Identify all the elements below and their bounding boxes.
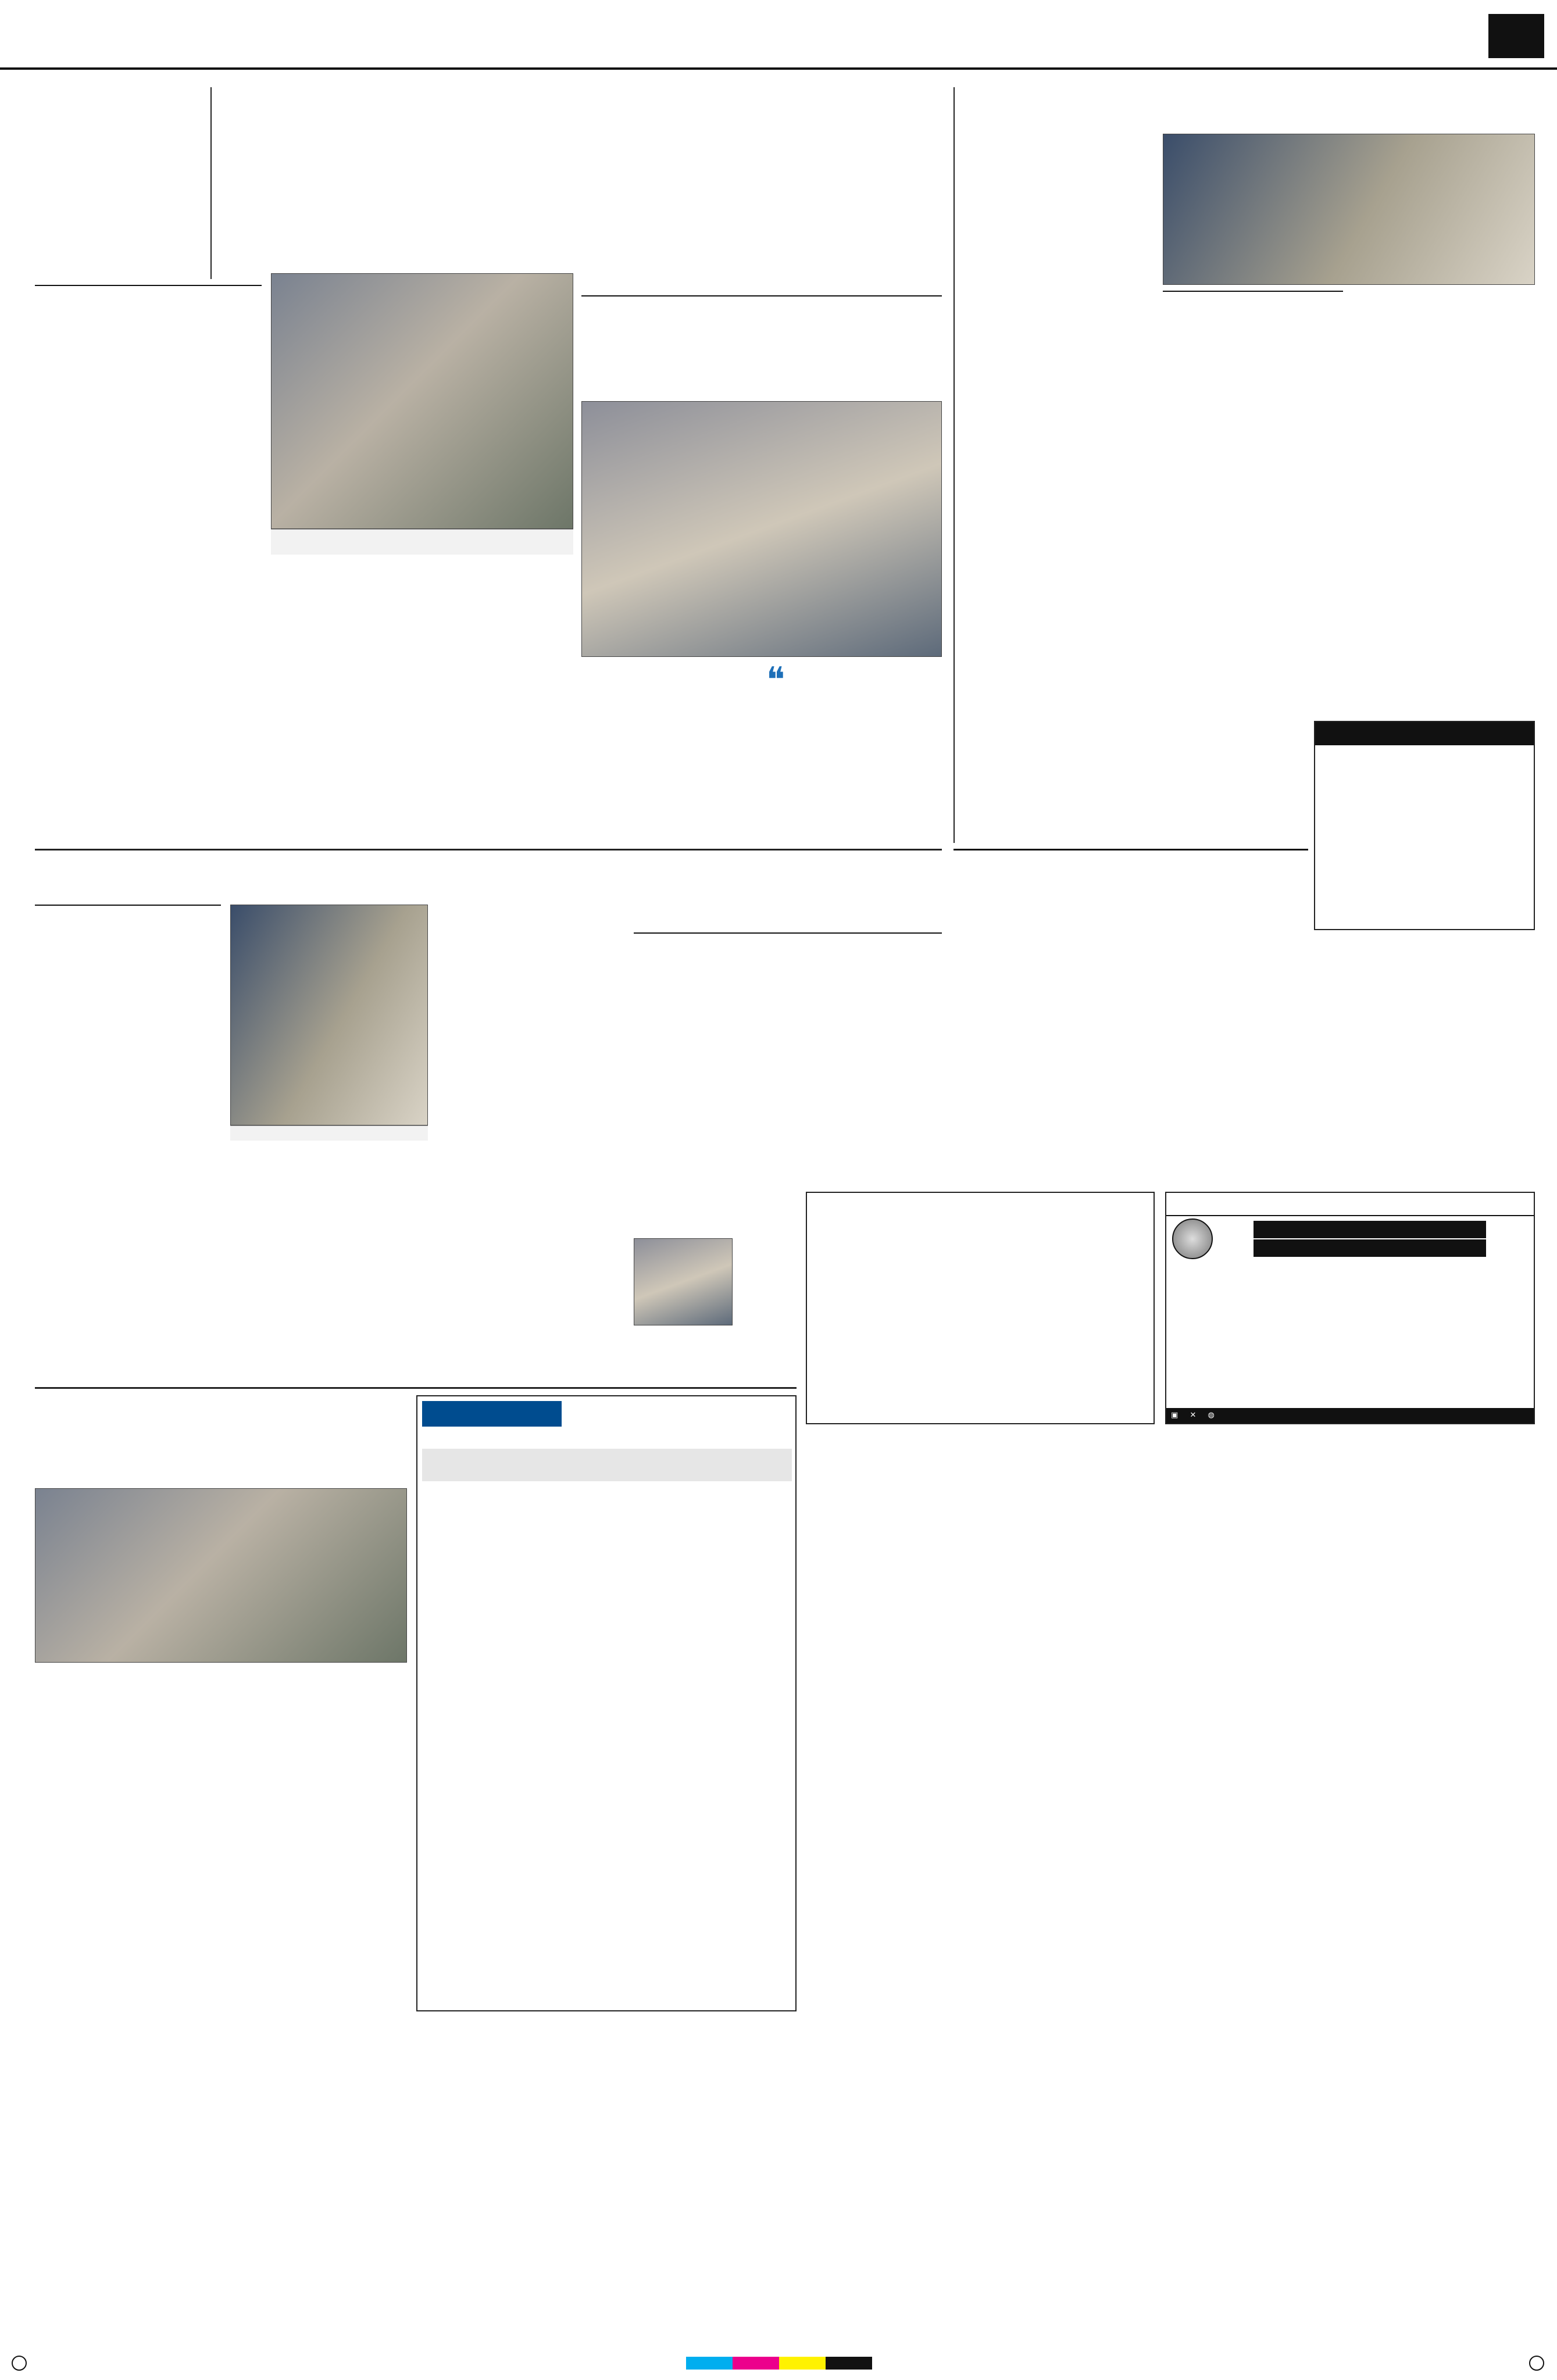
lead-photo-caption	[271, 529, 573, 555]
railway-emblem-icon	[1172, 1218, 1213, 1259]
page-number	[1488, 14, 1544, 58]
side-col-2	[766, 302, 942, 395]
registration-mark-icon	[1529, 2356, 1544, 2371]
hdfc-office	[569, 1401, 792, 1442]
jain-headline	[965, 87, 1151, 151]
lead-col-2	[271, 562, 416, 846]
quote-text	[797, 663, 942, 808]
tender-ref-date	[999, 1225, 1150, 1237]
ghalib-photo-1-caption	[230, 1125, 329, 1141]
sub-body	[581, 739, 756, 844]
registration-mark-icon	[12, 2356, 27, 2371]
railway-social-bar	[1166, 1408, 1534, 1423]
name-notice-signatory	[1320, 866, 1529, 881]
cricket-col-2	[1354, 291, 1535, 721]
ghalib-photo-2-caption	[329, 1125, 428, 1141]
name-notice-heading	[1315, 722, 1534, 745]
hdfc-date	[423, 1954, 598, 1967]
registration-bar	[0, 2349, 1557, 2380]
paper-logo	[21, 13, 248, 53]
ghalib-byline	[35, 905, 221, 934]
railway-notice	[1165, 1192, 1535, 1424]
railway-bullets	[1172, 1349, 1393, 1391]
cancer-photo	[35, 1488, 407, 1663]
cancer-headline	[35, 1393, 407, 1486]
ghalib-col-3	[437, 905, 623, 1381]
name-correction-notice	[1314, 721, 1535, 930]
hdfc-place	[423, 1970, 598, 1982]
hdfc-body	[423, 1486, 791, 1718]
tender-notice	[806, 1192, 1155, 1424]
notices-top-row	[806, 1430, 1535, 2011]
quote-box	[766, 663, 942, 846]
ghalib-headline	[35, 856, 942, 896]
hdfc-table	[423, 1768, 791, 1943]
railway-code	[1172, 1394, 1242, 1406]
sub-headline	[581, 663, 750, 738]
chanda-body	[634, 1193, 797, 1385]
lead-kicker	[35, 87, 203, 279]
name-notice-signed	[1320, 855, 1529, 866]
nodal-body	[634, 937, 942, 1129]
kicker-divider	[210, 87, 212, 279]
cricket-byline	[1163, 291, 1343, 320]
lead-byline	[35, 285, 262, 320]
hdfc-tagline	[422, 1428, 562, 1439]
railway-subtitle-2	[1254, 1239, 1486, 1257]
ghalib-col-2	[230, 1146, 428, 1379]
site-url[interactable]	[256, 29, 453, 49]
quote-attribution	[766, 812, 942, 844]
section-title	[663, 6, 988, 62]
facebook-icon[interactable]: ▣	[1171, 1411, 1179, 1420]
tender-ro	[812, 1225, 986, 1237]
tender-title	[809, 1195, 1151, 1207]
ghalib-photo-1	[230, 905, 428, 1125]
nodal-headline	[634, 905, 942, 934]
name-notice-address	[1320, 881, 1529, 928]
quote-mark-icon: ❝	[766, 663, 785, 692]
name-notice-body	[1320, 749, 1529, 853]
dateline	[1260, 26, 1481, 49]
cricket-col-1	[1163, 323, 1343, 719]
lead-col-1	[35, 323, 262, 846]
jain-body	[965, 156, 1151, 824]
masthead	[0, 0, 1557, 70]
tender-note	[812, 1400, 1021, 1423]
cricket-headline	[1163, 87, 1535, 128]
tender-intro	[812, 1249, 1149, 1270]
col-divider-jain	[954, 87, 955, 843]
tender-signer	[1028, 1400, 1150, 1423]
cmyk-strip	[686, 2357, 872, 2370]
tender-org	[809, 1207, 1151, 1223]
lead-headline	[221, 87, 948, 256]
lead-photo	[271, 273, 573, 529]
tender-table	[810, 1271, 1151, 1399]
side-col-1	[581, 302, 756, 395]
abhishek-headline	[954, 849, 1308, 878]
railway-subtitle	[1254, 1221, 1486, 1238]
abhishek-col-1	[954, 882, 1128, 1185]
cancer-col-1	[35, 1668, 215, 2011]
hdfc-notice	[416, 1395, 797, 2011]
cricket-photo	[1163, 134, 1535, 285]
railway-signer	[1399, 1352, 1530, 1393]
railway-body	[1172, 1262, 1530, 1349]
side-headline	[581, 273, 942, 296]
globe-icon[interactable]: ◍	[1208, 1411, 1215, 1420]
police-photo	[581, 401, 942, 657]
chanda-headline	[634, 1139, 797, 1192]
lead-col-3	[424, 562, 573, 846]
cancer-col-2	[226, 1668, 407, 2011]
hdfc-logo	[422, 1401, 562, 1427]
cancer-top-rule	[35, 1387, 797, 1389]
hdfc-title	[422, 1449, 792, 1481]
twitter-icon[interactable]: ✕	[1190, 1411, 1197, 1420]
ghalib-top-rule	[35, 849, 942, 850]
ghalib-col-1	[35, 937, 221, 1379]
tender-nivida	[809, 1237, 1151, 1249]
abhishek-col-2	[1136, 882, 1308, 1185]
railway-title	[1166, 1193, 1534, 1216]
notices-bottom-row	[35, 2017, 1535, 2343]
hdfc-sign	[638, 1954, 791, 1982]
